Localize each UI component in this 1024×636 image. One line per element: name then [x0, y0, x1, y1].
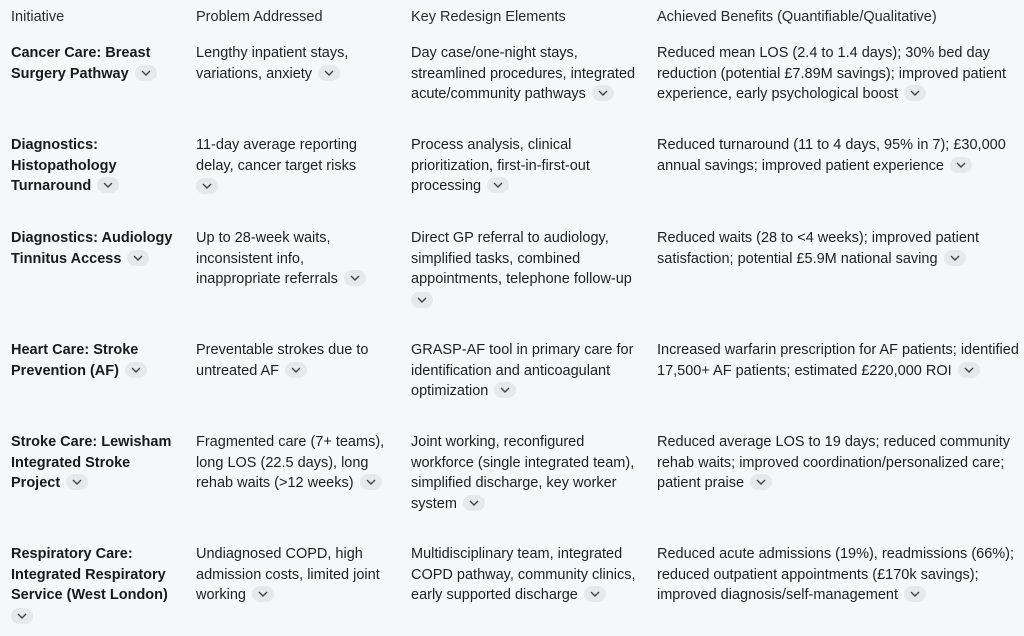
cell-line: Preventable strokes due to — [196, 342, 369, 358]
cell-line: untreated AF — [196, 361, 369, 382]
cell-line: streamlined procedures, integrated — [411, 65, 636, 82]
cell-line: Process analysis, clinical — [411, 137, 572, 153]
cell-line: Reduced mean LOS (2.4 to 1.4 days); 30% bed day — [657, 45, 990, 61]
cell-line: Respiratory Care: — [11, 546, 133, 562]
cell-line: Service (West London) — [11, 587, 168, 603]
header-benefits: Achieved Benefits (Quantifiable/Qualitative) — [657, 9, 937, 25]
header-problem: Problem Addressed — [196, 9, 323, 25]
row-2-problem — [196, 135, 357, 194]
cell-line: Diagnostics: Audiology — [11, 230, 173, 246]
cell-line: long LOS (22.5 days), long — [196, 454, 369, 471]
cell-line: improved diagnosis/self-management — [657, 585, 1014, 606]
chevron-down-icon[interactable] — [318, 65, 340, 81]
cell-line: inconsistent info, — [196, 250, 305, 267]
cell-line: Project — [11, 473, 171, 494]
cell-line: optimization — [411, 381, 633, 402]
row-6-initiative — [11, 544, 168, 624]
row-2-benefits — [657, 135, 1006, 176]
cell-line: Surgery Pathway — [11, 64, 157, 85]
chevron-down-icon[interactable] — [11, 608, 33, 624]
cell-line: simplified tasks, combined — [411, 250, 581, 267]
row-4-initiative — [11, 340, 147, 381]
cell-line: Direct GP referral to audiology, — [411, 230, 609, 246]
chevron-down-icon[interactable] — [360, 474, 382, 490]
chevron-down-icon[interactable] — [750, 474, 772, 490]
chevron-down-icon[interactable] — [944, 250, 966, 266]
cell-line: satisfaction; potential £5.9M national saving — [657, 249, 979, 270]
cell-line: COPD pathway, community clinics, — [411, 566, 636, 583]
row-5-problem — [196, 432, 384, 494]
row-5-benefits — [657, 432, 1010, 494]
cell-line: annual savings; improved patient experience — [657, 156, 1006, 177]
cell-line: Cancer Care: Breast — [11, 45, 151, 61]
cell-line: rehab waits; improved coordination/personalized care; — [657, 454, 1005, 471]
cell-line: Reduced average LOS to 19 days; reduced community — [657, 434, 1011, 450]
row-6-redesign — [411, 544, 636, 606]
chevron-down-icon[interactable] — [950, 157, 972, 173]
row-1-redesign — [411, 43, 635, 105]
cell-line: Heart Care: Stroke — [11, 342, 139, 358]
cell-line: identification and anticoagulant — [411, 362, 611, 379]
cell-line: experience, early psychological boost — [657, 84, 1006, 105]
chevron-down-icon[interactable] — [487, 177, 509, 193]
cell-line: Reduced turnaround (11 to 4 days, 95% in 7); £30,000 — [657, 137, 1006, 153]
cell-line: Diagnostics: — [11, 137, 99, 153]
row-4-problem — [196, 340, 369, 381]
cell-line: Stroke Care: Lewisham — [11, 434, 172, 450]
chevron-down-icon[interactable] — [127, 250, 149, 266]
cell-line: system — [411, 494, 634, 515]
cell-line: Increased warfarin prescription for AF patients; identified — [657, 342, 1019, 358]
cell-line: GRASP-AF tool in primary care for — [411, 342, 634, 358]
chevron-down-icon[interactable] — [463, 495, 485, 511]
cell-line: Multidisciplinary team, integrated — [411, 546, 623, 562]
chevron-down-icon[interactable] — [584, 586, 606, 602]
chevron-down-icon[interactable] — [904, 85, 926, 101]
chevron-down-icon[interactable] — [252, 586, 274, 602]
cell-line: Undiagnosed COPD, high — [196, 546, 363, 562]
header-redesign: Key Redesign Elements — [411, 9, 566, 25]
row-3-problem — [196, 228, 366, 290]
chevron-down-icon[interactable] — [285, 362, 307, 378]
chevron-down-icon[interactable] — [66, 474, 88, 490]
cell-line: Reduced acute admissions (19%), readmissions (66%); — [657, 546, 1015, 562]
cell-line: Reduced waits (28 to <4 weeks); improved patient — [657, 230, 979, 246]
row-3-redesign — [411, 228, 632, 308]
cell-line: prioritization, first-in-first-out — [411, 157, 590, 174]
row-2-initiative — [11, 135, 119, 197]
chevron-down-icon[interactable] — [411, 292, 433, 308]
cell-line: variations, anxiety — [196, 64, 348, 85]
row-1-initiative — [11, 43, 157, 84]
row-3-initiative — [11, 228, 172, 269]
cell-line: Integrated Respiratory — [11, 566, 166, 583]
cell-line: Fragmented care (7+ teams), — [196, 434, 385, 450]
cell-line: working — [196, 585, 380, 606]
cell-line: Lengthy inpatient stays, — [196, 45, 349, 61]
cell-line: appointments, telephone follow-up — [411, 271, 632, 287]
cell-line: reduction (potential £7.89M savings); improved patient — [657, 65, 1006, 82]
chevron-down-icon[interactable] — [344, 270, 366, 286]
row-6-benefits — [657, 544, 1014, 606]
cell-line: delay, cancer target risks — [196, 157, 357, 174]
row-5-redesign — [411, 432, 634, 514]
cell-line: Up to 28-week waits, — [196, 230, 331, 246]
cell-line: processing — [411, 176, 590, 197]
chevron-down-icon[interactable] — [125, 362, 147, 378]
chevron-down-icon[interactable] — [97, 177, 119, 193]
cell-line: Integrated Stroke — [11, 454, 131, 471]
row-6-problem — [196, 544, 380, 606]
row-3-benefits — [657, 228, 979, 269]
row-2-redesign — [411, 135, 590, 197]
cell-line: 17,500+ AF patients; estimated £220,000 ROI — [657, 361, 1019, 382]
chevron-down-icon[interactable] — [958, 362, 980, 378]
cell-line: reduced outpatient appointments (£170k savings); — [657, 566, 979, 583]
chevron-down-icon[interactable] — [904, 586, 926, 602]
row-1-benefits — [657, 43, 1006, 105]
chevron-down-icon[interactable] — [196, 178, 218, 194]
cell-line: Joint working, reconfigured — [411, 434, 585, 450]
cell-line: rehab waits (>12 weeks) — [196, 473, 384, 494]
cell-line: patient praise — [657, 473, 1010, 494]
cell-line: simplified discharge, key worker — [411, 475, 617, 491]
chevron-down-icon[interactable] — [494, 382, 516, 398]
cell-line: workforce (single integrated team), — [411, 454, 635, 471]
cell-line: Day case/one-night stays, — [411, 45, 578, 61]
chevron-down-icon[interactable] — [592, 85, 614, 101]
cell-line: Tinnitus Access — [11, 249, 172, 270]
row-4-benefits — [657, 340, 1019, 381]
row-4-redesign — [411, 340, 633, 402]
cell-line: Prevention (AF) — [11, 361, 147, 382]
cell-line: Histopathology — [11, 157, 117, 174]
cell-line: Turnaround — [11, 176, 119, 197]
cell-line: 11-day average reporting — [196, 137, 357, 153]
cell-line: acute/community pathways — [411, 84, 635, 105]
row-5-initiative — [11, 432, 171, 494]
cell-line: early supported discharge — [411, 585, 636, 606]
chevron-down-icon[interactable] — [135, 65, 157, 81]
header-initiative: Initiative — [11, 9, 65, 25]
row-1-problem — [196, 43, 348, 84]
cell-line: admission costs, limited joint — [196, 566, 380, 583]
cell-line: inappropriate referrals — [196, 269, 366, 290]
